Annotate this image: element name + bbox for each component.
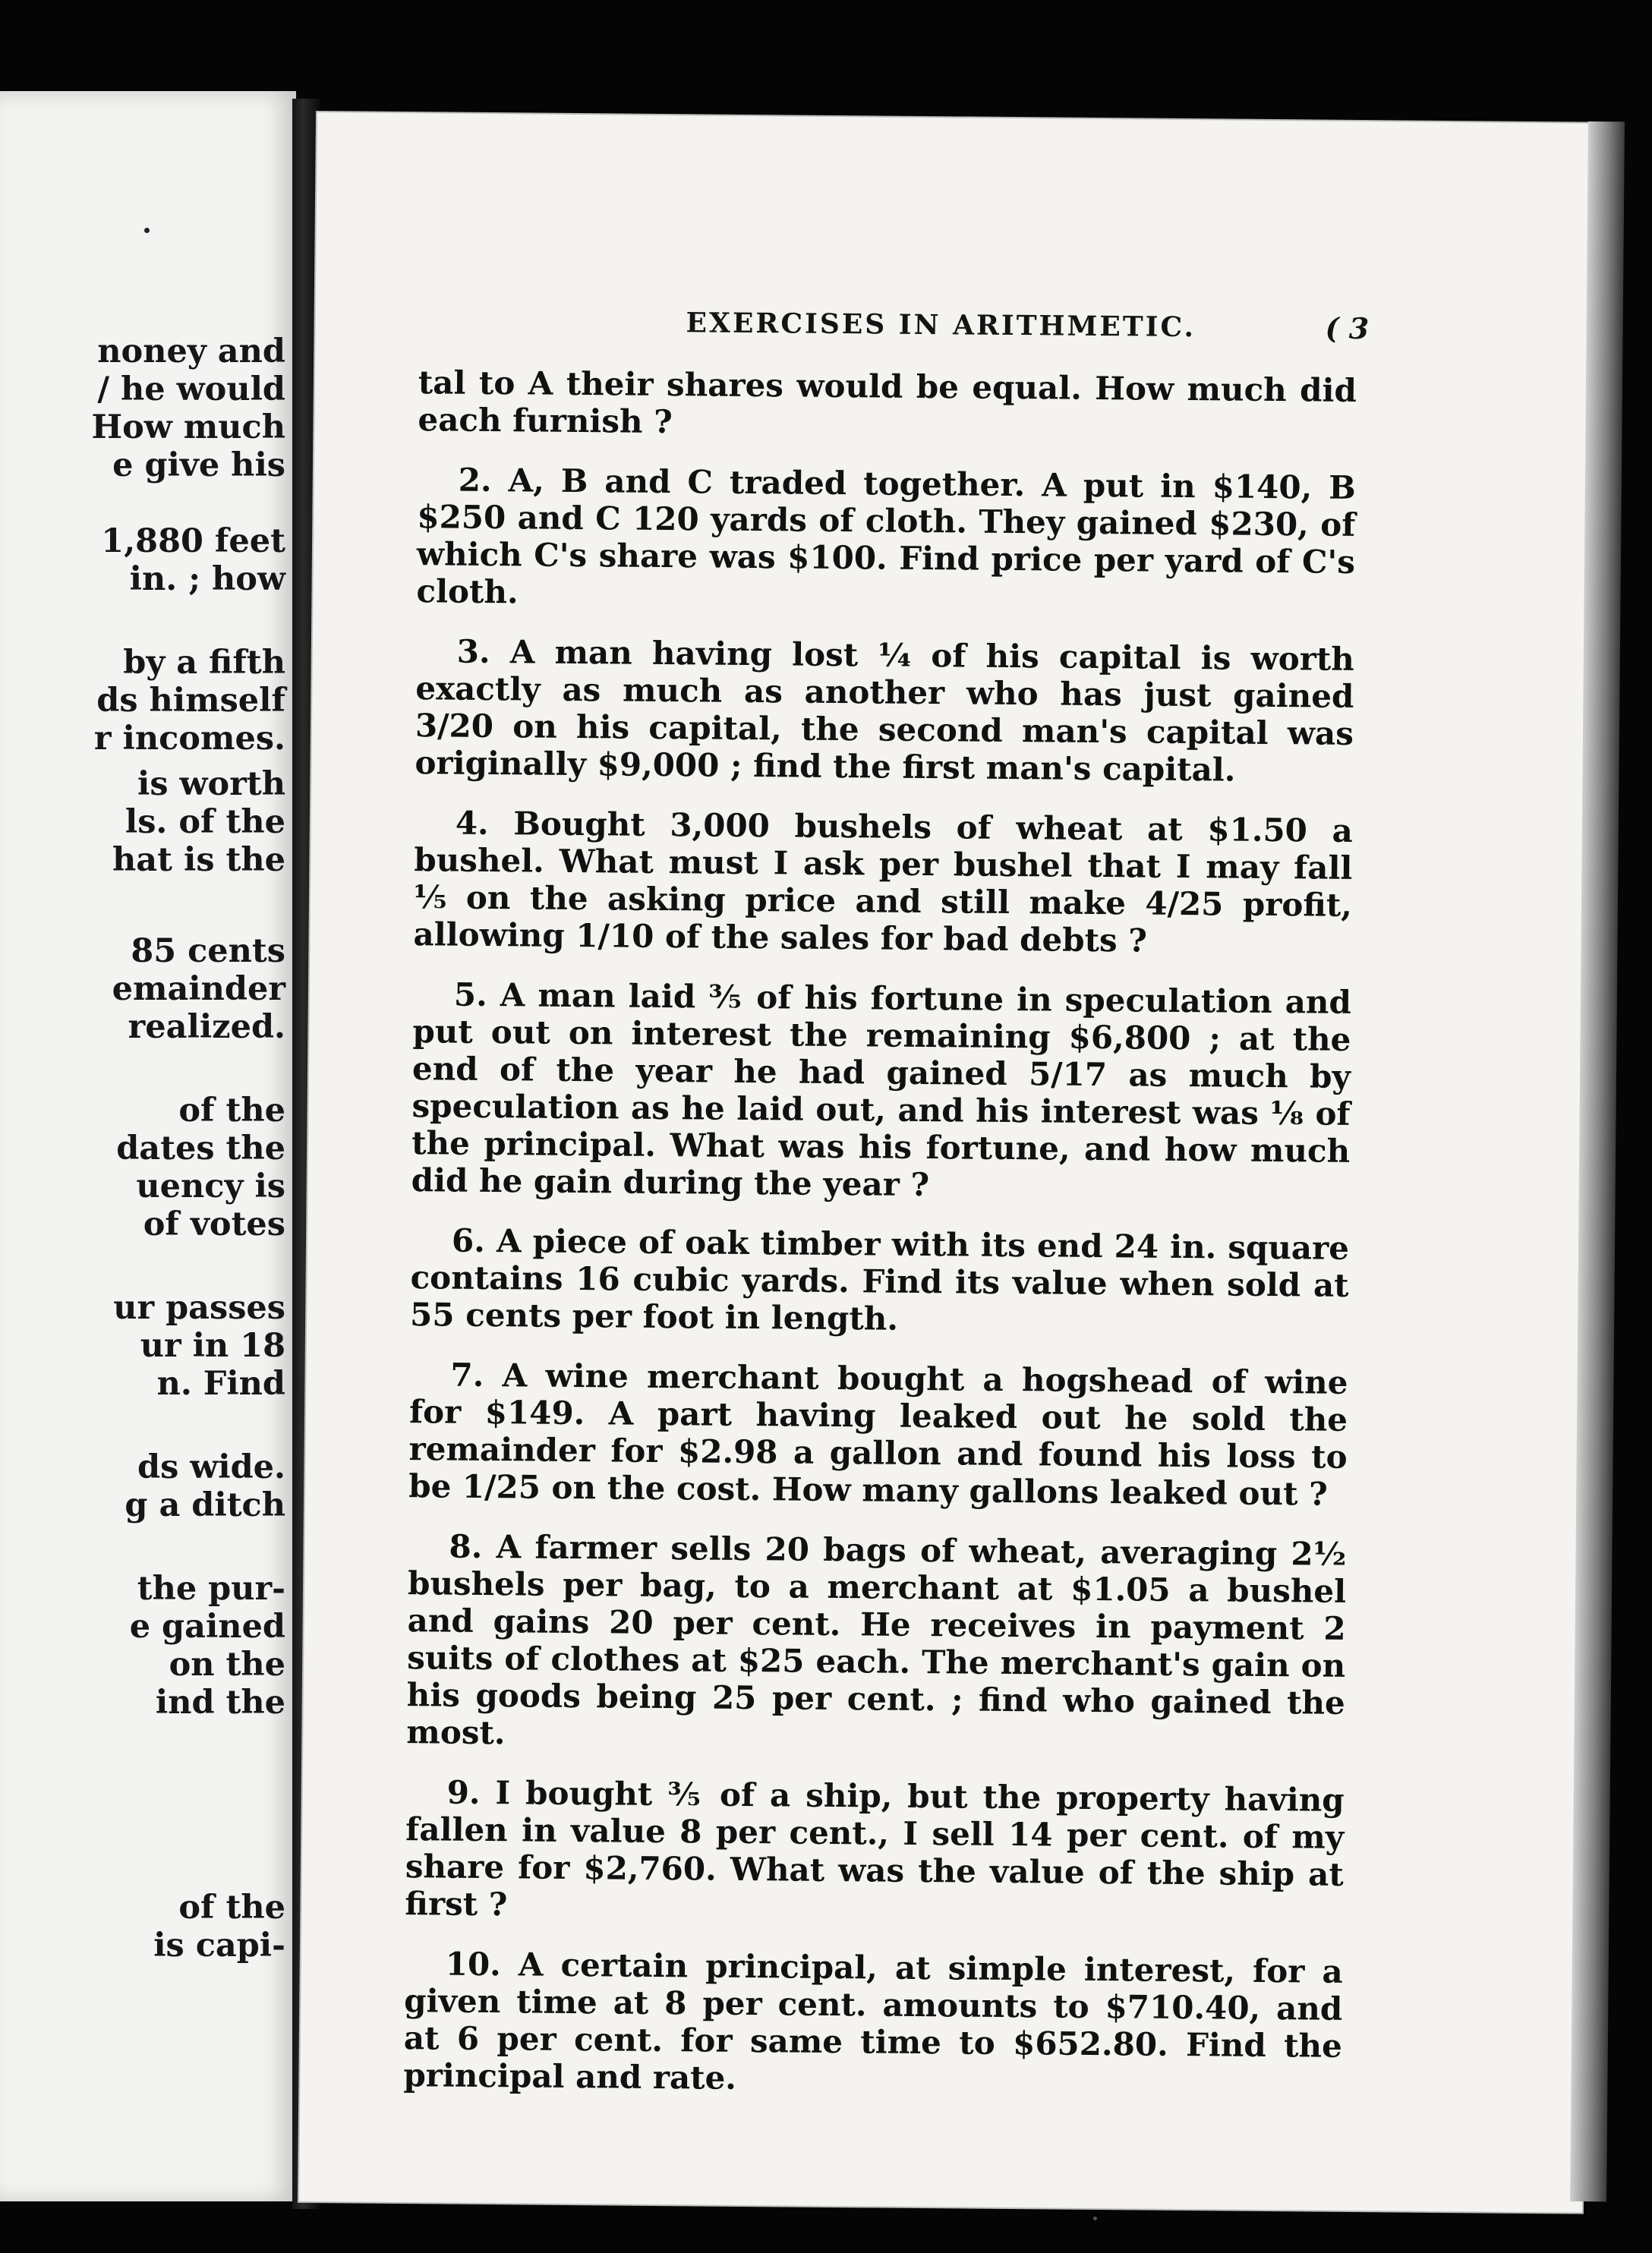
problem-continuation: tal to A their shares would be equal. How much did each furnish ? [418, 364, 1357, 441]
page-body [403, 364, 1357, 2125]
left-line: emainder [112, 970, 285, 1008]
left-line: by a fifth [123, 644, 285, 682]
problem-3: 3. A man having lost ¼ of his capital is worth exactly as much as another who has just gained 3/20 on his capital, the second man's capital was originally $9,000 ; find the first man's capital. [415, 632, 1354, 789]
problem-8: 8. A farmer sells 20 bags of wheat, averaging 2½ bushels per bag, to a merchant at $1.05 a bushel and gains 20 per cent. He receives in payment 2 suits of clothes at $25 each. The merchant's gain on his goods being 25 per cent. ; find who gained the most. [406, 1527, 1347, 1752]
left-line: the pur- [137, 1570, 285, 1608]
left-line: ls. of the [125, 803, 285, 841]
left-line: e gained [129, 1608, 285, 1646]
left-line: g a ditch [125, 1486, 285, 1524]
left-line: on the [169, 1646, 285, 1684]
problem-7: 7. A wine merchant bought a hogshead of wine for $149. A part having leaked out he sold the remainder for $2.98 a gallon and found his loss to be 1/25 on the cost. How many gallons leaked out ? [408, 1356, 1348, 1513]
page-number: ( 3 [1325, 310, 1370, 346]
left-line: 1,880 feet [101, 522, 285, 560]
left-line: ds himself [96, 682, 285, 720]
left-line: ur passes [113, 1289, 285, 1327]
left-line: noney and [97, 332, 285, 370]
left-line: ind the [155, 1684, 285, 1722]
left-line: hat is the [112, 841, 285, 879]
problem-4: 4. Bought 3,000 bushels of wheat at $1.50 a bushel. What must I ask per bushel that I may fall ⅕ on the asking price and still make 4/25 profit, allowing 1/10 of the sales for bad debts ? [413, 804, 1354, 959]
problem-2: 2. A, B and C traded together. A put in $140, B $250 and C 120 yards of cloth. They gained $230, of which C's share was $100. Find price per yard of C's cloth. [416, 461, 1356, 611]
left-line: ds wide. [137, 1448, 285, 1486]
running-header: EXERCISES IN ARITHMETIC. [686, 307, 1196, 344]
left-line: is capi- [153, 1927, 285, 1965]
left-line: r incomes. [93, 720, 285, 758]
left-line: uency is [136, 1167, 285, 1205]
scan-speck [144, 228, 150, 233]
book-page [299, 112, 1600, 2213]
left-line: in. ; how [129, 560, 285, 598]
left-line: ur in 18 [140, 1327, 285, 1365]
left-line: of the [178, 1092, 285, 1130]
scan-speck [1093, 2217, 1097, 2220]
left-line: is worth [137, 765, 285, 803]
left-line: How much [91, 408, 285, 446]
previous-page-fragment [0, 91, 296, 2201]
problem-5: 5. A man laid ⅗ of his fortune in speculation and put out on interest the remaining $6,800 ; at the end of the year he had gained 5/17 as much by speculation as he laid out, and his interest was ⅛ of the principal. What was his fortune, and how much did he gain during the year ? [411, 975, 1352, 1204]
left-line: of the [178, 1889, 285, 1927]
left-line: dates the [116, 1130, 285, 1167]
problem-6: 6. A piece of oak timber with its end 24 in. square contains 16 cubic yards. Find its value when sold at 55 cents per foot in length. [409, 1221, 1350, 1338]
left-line: n. Find [156, 1365, 285, 1403]
left-line: e give his [112, 446, 285, 484]
left-line: / he would [97, 370, 285, 408]
problem-9: 9. I bought ⅗ of a ship, but the property having fallen in value 8 per cent., I sell 14 per cent. of my share for $2,760. What was the value of the ship at first ? [405, 1773, 1345, 1924]
problem-10: 10. A certain principal, at simple interest, for a given time at 8 per cent. amounts to $710.40, and at 6 per cent. for same time to $652.80. Find the principal and rate. [403, 1945, 1343, 2097]
left-line: 85 cents [131, 932, 285, 970]
left-line: realized. [128, 1008, 285, 1046]
left-line: of votes [143, 1205, 285, 1243]
